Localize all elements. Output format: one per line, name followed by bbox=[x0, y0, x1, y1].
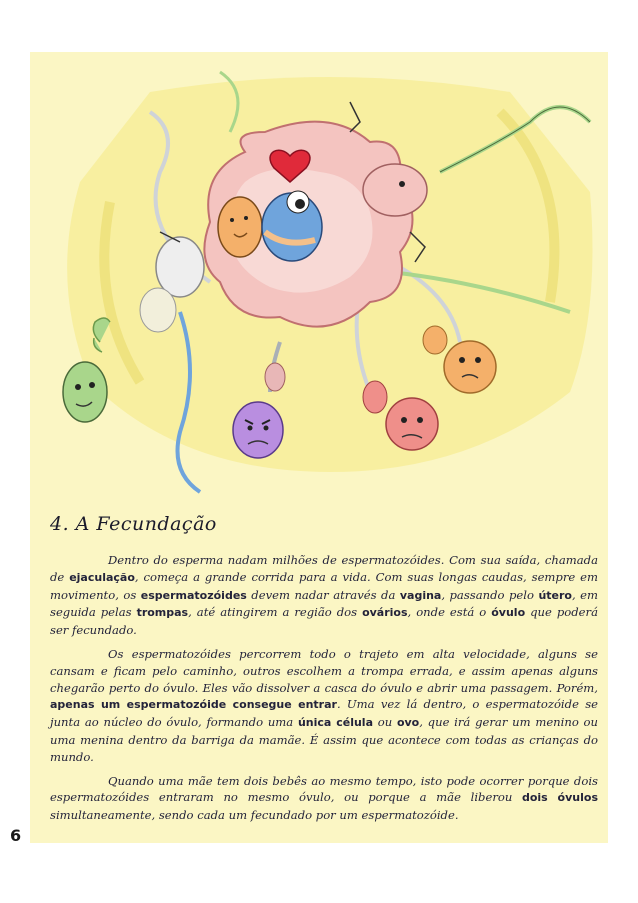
text-run: , começa a grande corrida para a vida. Com suas longas caudas, sempre em movimento, os bbox=[50, 569, 599, 602]
page-number: 6 bbox=[10, 826, 22, 845]
paragraph-1 bbox=[50, 552, 598, 639]
paragraph-3 bbox=[50, 773, 598, 824]
text-run: . Uma vez lá dentro, o espermatozóide se junta ao núcleo do óvulo, formando uma bbox=[50, 697, 599, 730]
highlighted-term: ejaculação bbox=[69, 570, 135, 584]
highlighted-term: útero bbox=[538, 588, 572, 602]
text-run: , que irá gerar um menino ou uma menina dentro da barriga da mamãe. É assim que acontece com todas as crianças do mundo. bbox=[50, 715, 599, 764]
text-run: , onde está o bbox=[407, 605, 492, 620]
body-text bbox=[50, 552, 598, 831]
highlighted-term: espermatozóides bbox=[140, 588, 247, 602]
highlighted-term: apenas um espermatozóide consegue entrar bbox=[50, 698, 337, 712]
highlighted-term: vagina bbox=[399, 588, 442, 602]
section-title: 4. A Fecundação bbox=[50, 513, 217, 535]
text-run: que poderá ser fecundado. bbox=[50, 605, 598, 638]
text-run: Os espermatozóides percorrem todo o trajeto em alta velocidade, alguns se cansam e ficam pelo caminho, outros escolhem a trompa errada, e assim apenas alguns chegarão perto do óvulo. Eles vão dissolver a casca do óvulo e abrir uma passagem. Porém, bbox=[50, 646, 598, 695]
highlighted-term: ovários bbox=[362, 606, 408, 620]
highlighted-term: ovo bbox=[396, 716, 420, 730]
fertilization-illustration bbox=[30, 52, 608, 502]
text-run: ou bbox=[373, 715, 397, 730]
text-run: , em seguida pelas bbox=[50, 587, 598, 620]
inner-sperm-orange bbox=[218, 197, 262, 257]
text-run: , até atingirem a região dos bbox=[188, 605, 363, 620]
highlighted-term: óvulo bbox=[491, 606, 526, 620]
text-run: , passando pelo bbox=[441, 587, 539, 602]
highlighted-term: dois óvulos bbox=[521, 791, 598, 805]
text-run: simultaneamente, sendo cada um fecundado por um espermatozóide. bbox=[50, 808, 459, 823]
text-run: devem nadar através da bbox=[246, 587, 400, 602]
paragraph-2 bbox=[50, 646, 598, 766]
highlighted-term: trompas bbox=[136, 606, 189, 620]
highlighted-term: única célula bbox=[297, 716, 373, 730]
text-run: Dentro do esperma nadam milhões de espermatozóides. Com sua saída, chamada de bbox=[50, 553, 598, 584]
sperm-pink-top-right bbox=[363, 164, 427, 216]
text-run: Quando uma mãe tem dois bebês ao mesmo tempo, isto pode ocorrer porque dois espermatozóides entraram no mesmo óvulo, ou porque a mãe liberou bbox=[50, 773, 598, 805]
